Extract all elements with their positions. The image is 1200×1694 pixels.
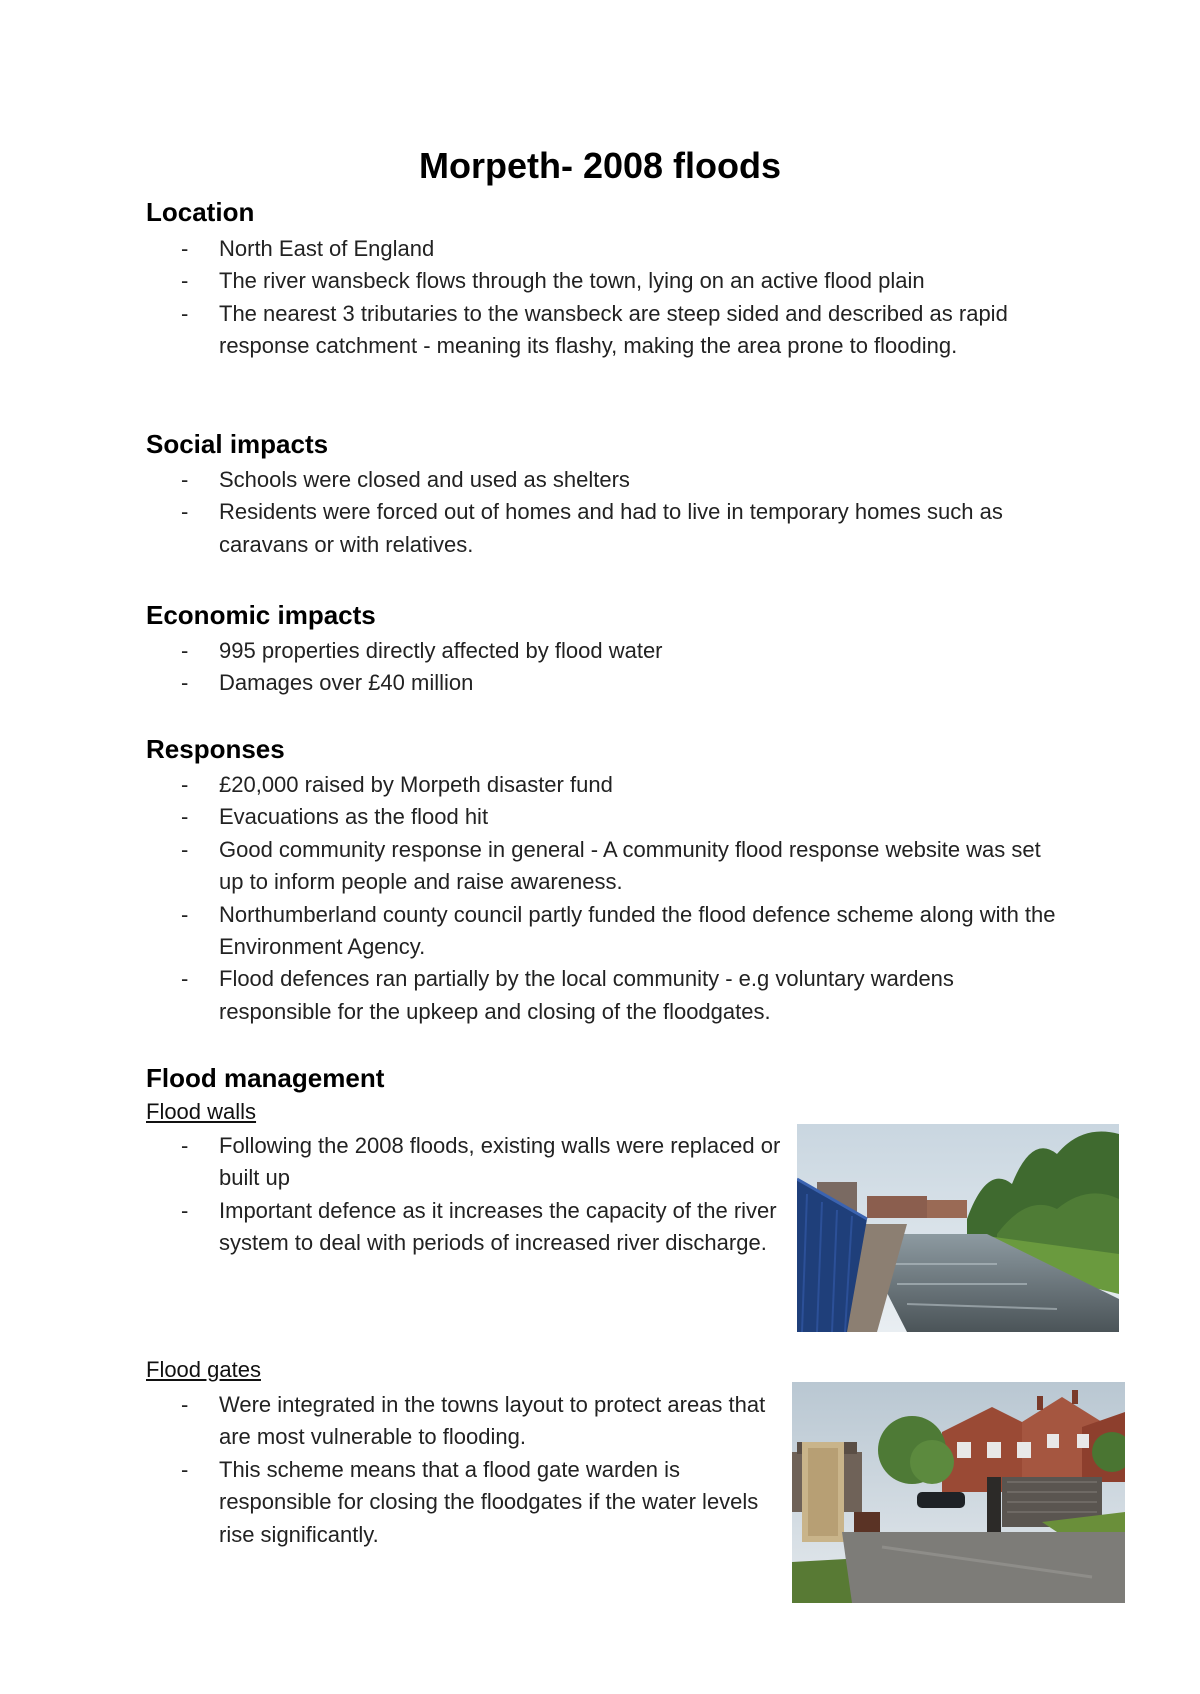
flood-walls-list xyxy=(146,1130,794,1260)
bullet-dash: - xyxy=(181,966,189,992)
list-item: - Flood defences ran partially by the local community - e.g voluntary wardens responsible for the upkeep and closing of the floodgates. xyxy=(146,963,1066,1028)
list-item: - Were integrated in the towns layout to protect areas that are most vulnerable to flooding. xyxy=(146,1389,794,1454)
bullet-dash: - xyxy=(181,467,189,492)
page-title: Morpeth- 2008 floods xyxy=(418,145,782,186)
list-item: - Good community response in general - A community flood response website was set up to inform people and raise awareness. xyxy=(146,834,1066,899)
bullet-dash: - xyxy=(181,836,189,862)
subheading-flood-walls: Flood walls xyxy=(146,1099,257,1124)
heading-flood-management: Flood management xyxy=(146,1063,385,1093)
list-item: - Evacuations as the flood hit xyxy=(146,801,1066,833)
heading-responses: Responses xyxy=(146,734,285,764)
river-scene-illustration xyxy=(797,1124,1119,1332)
bullet-dash: - xyxy=(181,300,189,326)
heading-location: Location xyxy=(146,197,255,227)
list-item: - North East of England xyxy=(146,233,1066,265)
list-item: - £20,000 raised by Morpeth disaster fund xyxy=(146,769,1066,801)
heading-economic-impacts: Economic impacts xyxy=(146,600,376,630)
bullet-dash: - xyxy=(181,1197,189,1223)
bullet-dash: - xyxy=(181,804,189,830)
location-list xyxy=(146,233,1066,363)
list-item: - The river wansbeck flows through the town, lying on an active flood plain xyxy=(146,265,1066,297)
flood-gate-street-photo xyxy=(792,1382,1125,1603)
bullet-dash: - xyxy=(181,268,189,294)
bullet-dash: - xyxy=(181,1392,189,1417)
social-impacts-list xyxy=(146,464,1066,561)
list-item: - Damages over £40 million xyxy=(146,667,1066,699)
bullet-dash: - xyxy=(181,772,189,797)
list-item: - The nearest 3 tributaries to the wansbeck are steep sided and described as rapid response catchment - meaning its flashy, making the area prone to flooding. xyxy=(146,298,1066,363)
flood-wall-river-photo xyxy=(797,1124,1119,1332)
bullet-dash: - xyxy=(181,901,189,927)
bullet-dash: - xyxy=(181,638,189,663)
list-item: - Schools were closed and used as shelters xyxy=(146,464,1066,496)
list-item: - Following the 2008 floods, existing walls were replaced or built up xyxy=(146,1130,794,1195)
bullet-dash: - xyxy=(181,499,189,525)
subheading-flood-gates: Flood gates xyxy=(146,1357,261,1382)
list-item: - This scheme means that a flood gate warden is responsible for closing the floodgates if the water levels rise significantly. xyxy=(146,1454,794,1551)
list-item: - Important defence as it increases the capacity of the river system to deal with periods of increased river discharge. xyxy=(146,1195,794,1260)
heading-social-impacts: Social impacts xyxy=(146,429,329,459)
list-item: - 995 properties directly affected by flood water xyxy=(146,635,1066,667)
bullet-dash: - xyxy=(181,670,189,696)
list-item: - Residents were forced out of homes and had to live in temporary homes such as caravans or with relatives. xyxy=(146,496,1066,561)
economic-impacts-list xyxy=(146,635,1066,700)
bullet-dash: - xyxy=(181,1133,189,1158)
responses-list xyxy=(146,769,1066,1028)
bullet-dash: - xyxy=(181,1456,189,1482)
list-item: - Northumberland county council partly funded the flood defence scheme along with the Environment Agency. xyxy=(146,899,1066,964)
street-scene-illustration xyxy=(792,1382,1125,1603)
flood-gates-list xyxy=(146,1389,794,1551)
bullet-dash: - xyxy=(181,236,189,261)
